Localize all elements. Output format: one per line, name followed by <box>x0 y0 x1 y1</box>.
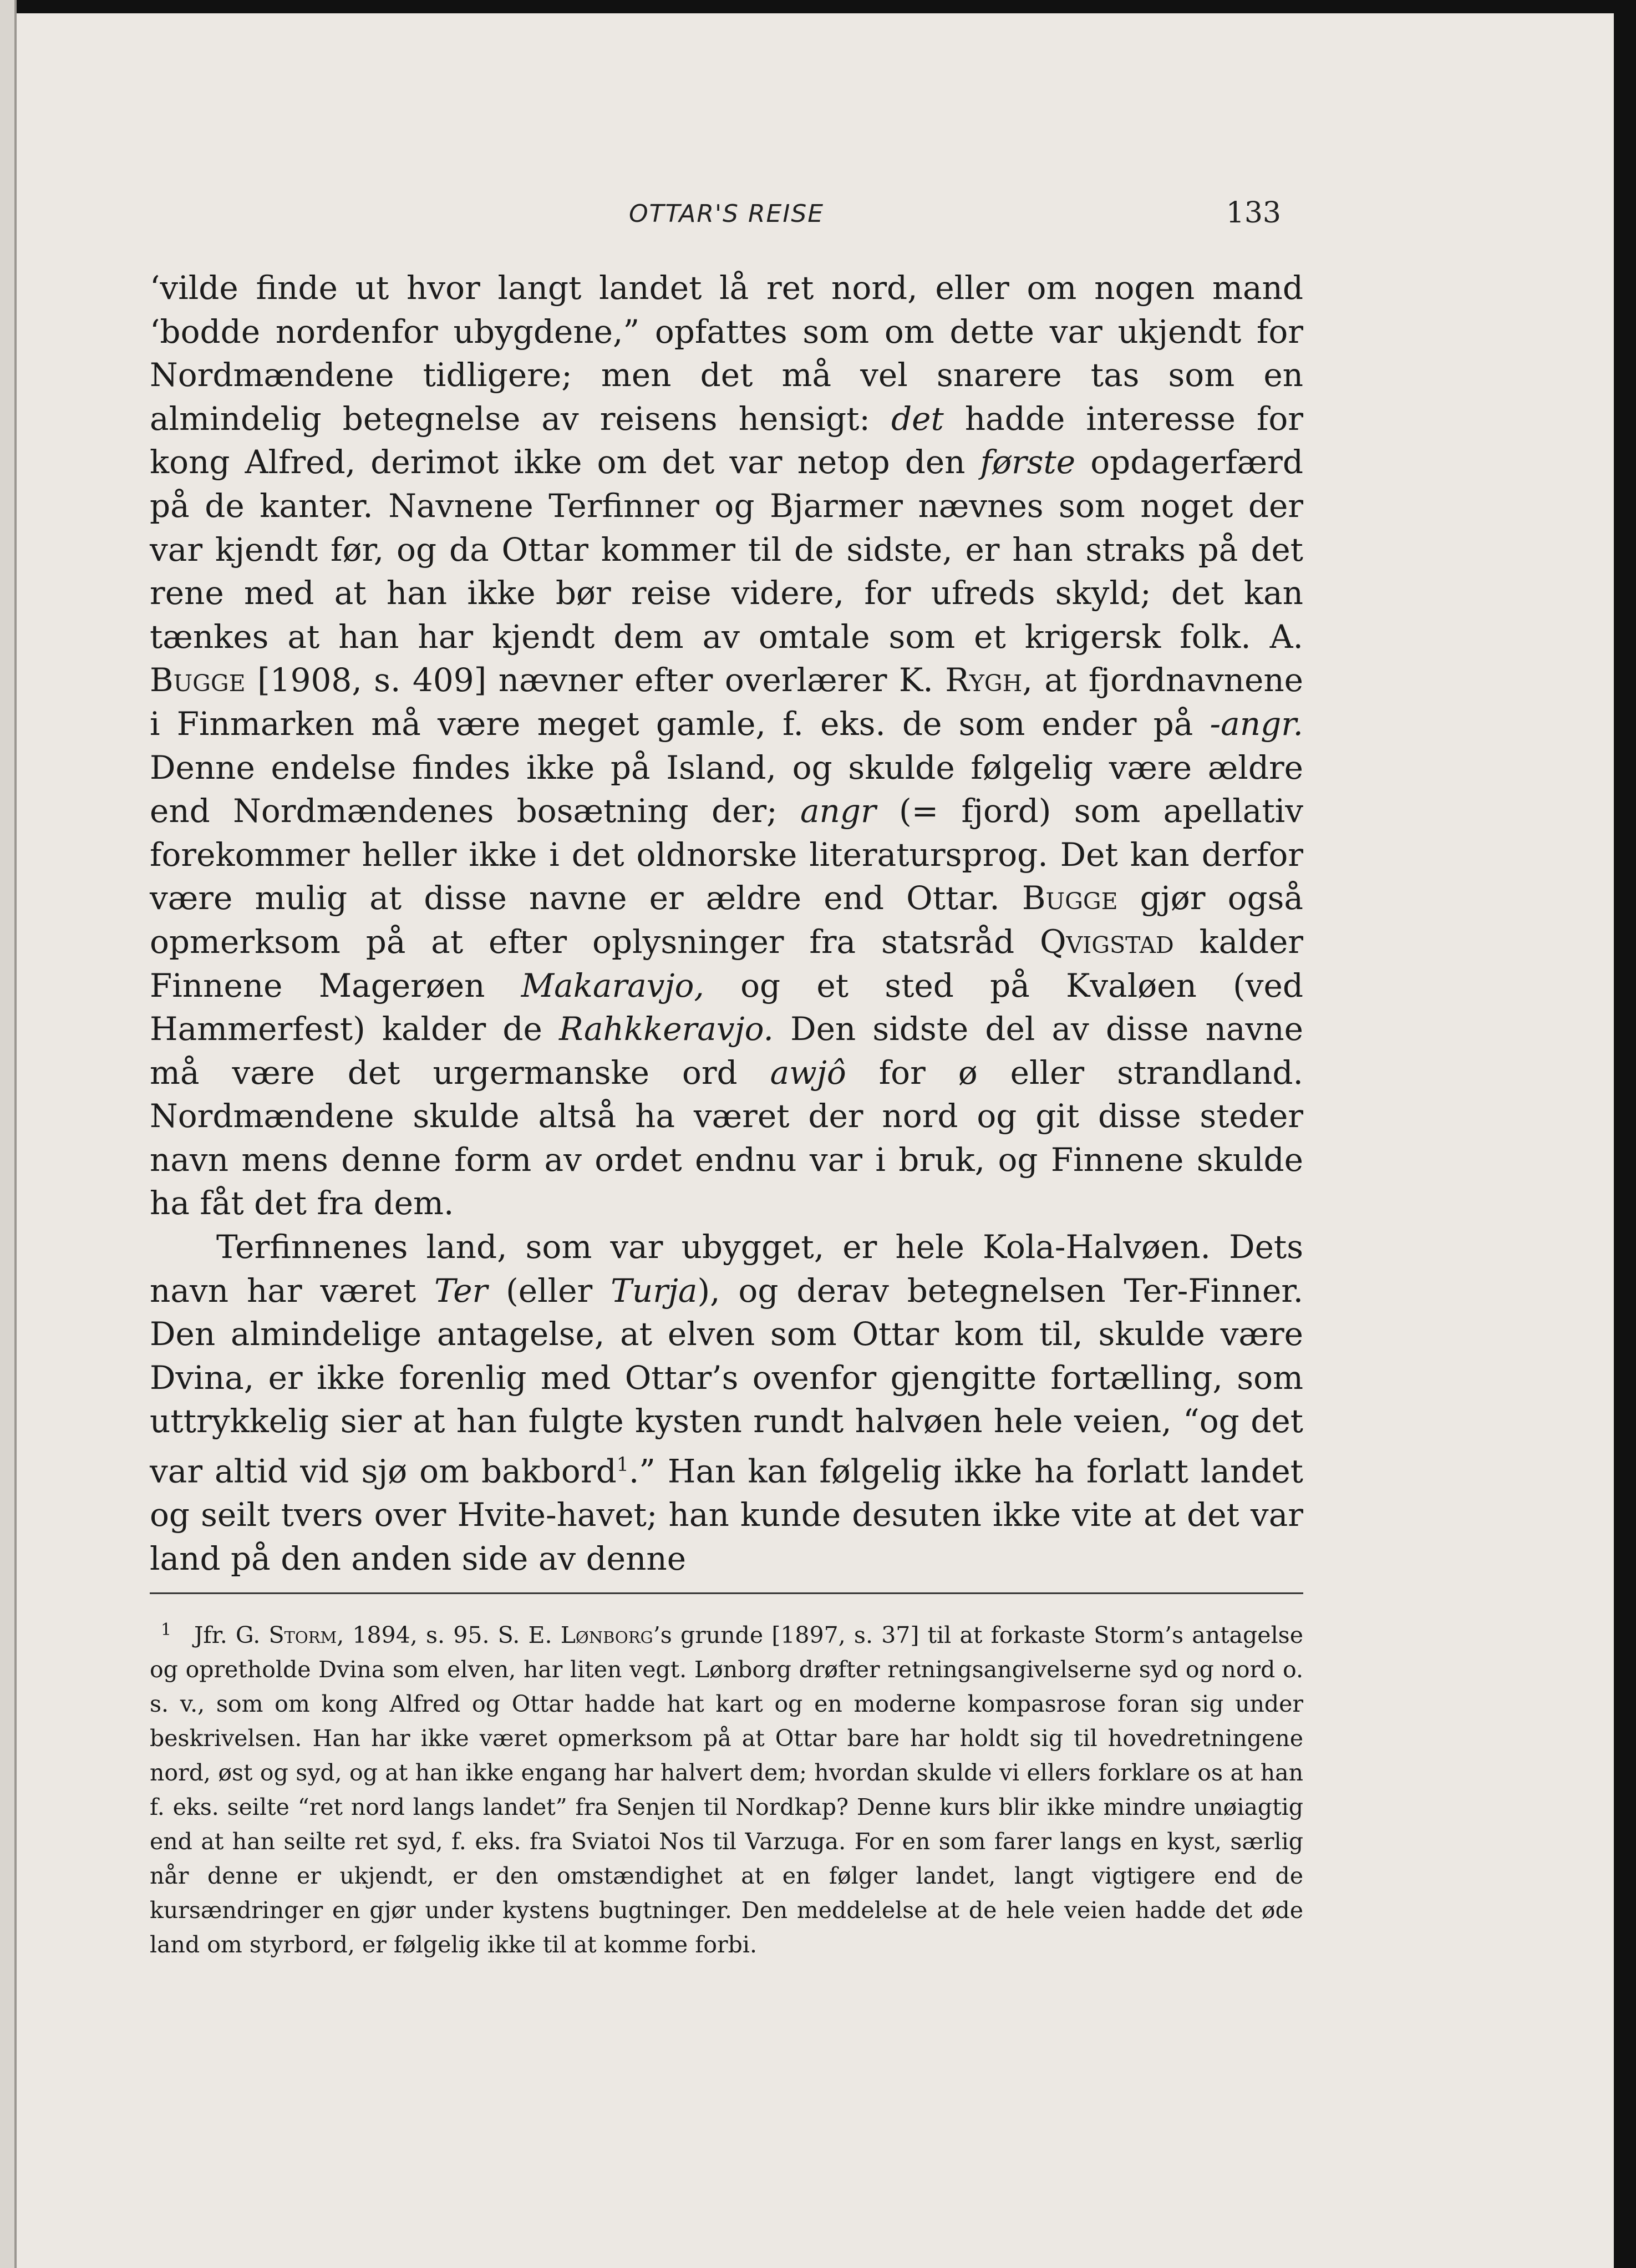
running-head <box>150 196 1303 250</box>
italic-text: awjô <box>770 1053 846 1092</box>
italic-text: -angr. <box>1210 704 1303 743</box>
italic-text: Rahkkeravjo. <box>558 1010 774 1048</box>
text-run: og et sted på Kvaløen (ved Hammerfest) kalder de <box>150 966 1303 1048</box>
scan-left-edge <box>0 0 17 2268</box>
smallcaps-name: Lønborg <box>560 1622 653 1649</box>
smallcaps-name: Bugge <box>1022 879 1118 917</box>
italic-text: det <box>891 399 944 438</box>
footnote <box>150 1613 1303 1962</box>
body-text <box>150 266 1303 1580</box>
text-run: gjør også opmerksom på at efter oplysninger fra statsråd <box>150 879 1303 961</box>
smallcaps-name: Qvigstad <box>1039 922 1174 961</box>
scan-top-edge <box>0 0 1636 13</box>
italic-text: første <box>980 443 1076 481</box>
text-run: ’s grunde [1897, s. 37] til at forkaste Storm’s antagelse og opretholde Dvina som elven, har liten vegt. Lønborg drøfter retningsangivelserne syd og nord o. s. v., som om kong Alfred og Ottar hadde hat kart og en moderne kompasrose foran sig under beskrivelsen. Han har ikke været opmerksom på at Ottar bare har holdt sig til hovedretningene nord, øst og syd, og at han ikke engang har halvert dem; hvordan skulde vi ellers forklare os at han f. eks. seilte “ret nord langs landet” fra Senjen til Nordkap? Denne kurs blir ikke mindre unøiagtig end at han seilte ret syd, f. eks. fra Sviatoi Nos til Varzuga. For en som farer langs en kyst, særlig når denne er ukjendt, er den omstændighet at en følger landet, langt vigtigere end de kursændringer en gjør under kystens bugtninger. Den meddelelse at de hele veien hadde det øde land om styrbord, er følgelig ikke til at komme forbi. <box>150 1622 1303 1959</box>
text-run: Denne endelse findes ikke på Island, og skulde følgelig være ældre end Nordmændenes bosætning der; <box>150 748 1303 830</box>
italic-text: angr <box>800 792 876 830</box>
running-head-title: OTTAR'S REISE <box>628 200 825 228</box>
page-number: 133 <box>1226 196 1281 230</box>
book-page <box>150 196 1304 1962</box>
smallcaps-name: Storm <box>268 1622 337 1649</box>
footnote-reference: 1 <box>616 1454 629 1477</box>
text-run: for ø eller strandland. Nordmændene skulde altså ha været der nord og git disse steder navn mens denne form av ordet endnu var i bruk, og Finnene skulde ha fåt det fra dem. <box>150 1053 1303 1222</box>
text-run: opdagerfærd på de kanter. Navnene Terfinner og Bjarmer nævnes som noget der var kjendt før, og da Ottar kommer til de sidste, er han straks på det rene med at han ikke bør reise videre, for ufreds skyld; det kan tænkes at han har kjendt dem av omtale som et krigersk folk. A. <box>150 443 1303 656</box>
text-run: [1908, s. 409] nævner efter overlærer K. <box>245 661 946 699</box>
footnote-rule <box>150 1592 1303 1594</box>
text-run: , at fjordnavnene i Finmarken må være meget gamle, f. eks. de som ender på <box>150 661 1303 743</box>
smallcaps-name: Rygh <box>945 661 1023 699</box>
text-run: (= fjord) som apellativ forekommer heller ikke i det oldnorske literatursprog. Det kan derfor være mulig at disse navne er ældre end Ottar. <box>150 792 1303 917</box>
smallcaps-name: Bugge <box>150 661 246 699</box>
text-run: Jfr. G. <box>194 1622 269 1649</box>
scan-right-edge <box>1614 0 1636 2268</box>
footnote-text <box>150 1622 1303 1958</box>
paragraph <box>150 1225 1303 1580</box>
text-run: ‘vilde finde ut hvor langt landet lå ret nord, eller om nogen mand ‘bodde nordenfor ubygdene,” opfattes som om dette var ukjendt for Nordmændene tidligere; men det må vel snarere tas som en almindelig betegnelse av reisens hensigt: <box>150 269 1303 438</box>
text-run: .” Han kan følgelig ikke ha forlatt landet og seilt tvers over Hvite-havet; han kunde desuten ikke vite at det var land på den anden side av denne <box>150 1452 1303 1577</box>
text-run: ), og derav betegnelsen Ter-Finner. Den almindelige antagelse, at elven som Ottar kom til, skulde være Dvina, er ikke forenlig med Ottar’s ovenfor gjengitte fortælling, som uttrykkelig sier at han fulgte kysten rundt halvøen hele veien, “og det var altid vid sjø om bakbord <box>150 1271 1304 1490</box>
text-run: hadde interesse for kong Alfred, derimot ikke om det var netop den <box>150 399 1303 481</box>
text-run: kalder Finnene Magerøen <box>150 922 1303 1004</box>
paragraph <box>150 266 1303 1225</box>
footnote-mark: 1 <box>161 1620 172 1640</box>
text-run: Terfinnenes land, som var ubygget, er hele Kola-Halvøen. Dets navn har været <box>150 1228 1303 1310</box>
text-run: Den sidste del av disse navne må være det urgermanske ord <box>150 1010 1303 1092</box>
italic-text: Turja <box>611 1271 698 1310</box>
text-run: (eller <box>487 1271 611 1310</box>
text-run: , 1894, s. 95. S. E. <box>337 1622 561 1649</box>
italic-text: Makaravjo, <box>521 966 704 1004</box>
italic-text: Ter <box>434 1271 488 1310</box>
